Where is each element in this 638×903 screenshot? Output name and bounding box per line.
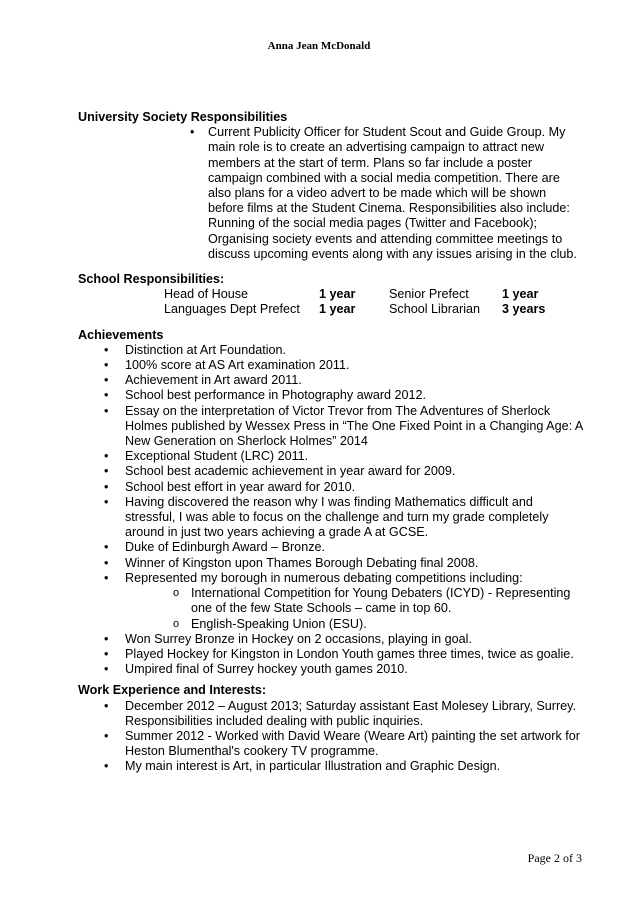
sub-list-item: o English-Speaking Union (ESU).: [78, 617, 583, 632]
role-duration: 1 year: [502, 287, 539, 302]
list-item: • Achievement in Art award 2011.: [78, 373, 583, 388]
list-item: • Having discovered the reason why I was finding Mathematics difficult and stressful, I was able to focus on the challenge and turn my grade completely around in just two years achieving a grade A at GCSE.: [78, 495, 583, 541]
role-label: School Librarian: [389, 302, 481, 317]
university-heading: University Society Responsibilities: [78, 110, 288, 124]
role-duration: 3 years: [502, 302, 546, 317]
list-item: • 100% score at AS Art examination 2011.: [78, 358, 583, 373]
list-item: • Represented my borough in numerous debating competitions including:: [78, 571, 583, 586]
list-item: • Played Hockey for Kingston in London Youth games three times, twice as goalie.: [78, 647, 583, 662]
list-item: • Current Publicity Officer for Student Scout and Guide Group. My main role is to create an advertising campaign to attract new members at the start of term. Plans so far include a poster campaign combined with a social media competition. There are also plans for a video advert to be made which will be shown before films at the Student Cinema. Responsibilities also include: Running of the social media pages (Twitter and Facebook); Organising society events and attending committee meetings to discuss upcoming events along with any issues arising in the club.: [208, 125, 583, 262]
list-item: • Won Surrey Bronze in Hockey on 2 occasions, playing in goal.: [78, 632, 583, 647]
list-item: • December 2012 – August 2013; Saturday assistant East Molesey Library, Surrey. Responsibilities included dealing with public inquiries.: [78, 699, 583, 729]
role-label: Languages Dept Prefect: [164, 302, 300, 317]
school-row: [78, 287, 583, 302]
list-item: • Exceptional Student (LRC) 2011.: [78, 449, 583, 464]
role-duration: 1 year: [319, 287, 356, 302]
list-item: • Distinction at Art Foundation.: [78, 343, 583, 358]
work-heading: Work Experience and Interests:: [78, 683, 267, 698]
list-item: • Winner of Kingston upon Thames Borough Debating final 2008.: [78, 556, 583, 571]
list-item: • School best performance in Photography award 2012.: [78, 388, 583, 403]
list-item: • Umpired final of Surrey hockey youth games 2010.: [78, 662, 583, 677]
list-item: • Duke of Edinburgh Award – Bronze.: [78, 540, 583, 555]
list-item: • School best effort in year award for 2010.: [78, 480, 583, 495]
work-list: [78, 699, 583, 775]
school-heading: School Responsibilities:: [78, 272, 225, 287]
achievements-list: [78, 343, 583, 677]
role-duration: 1 year: [319, 302, 356, 317]
header-name: Anna Jean McDonald: [267, 40, 371, 52]
list-item: • Essay on the interpretation of Victor Trevor from The Adventures of Sherlock Holmes published by Wessex Press in “The One Fixed Point in a Changing Age: A New Generation on Sherlock Holmes” 2014: [78, 404, 583, 450]
school-row: [78, 302, 583, 317]
sub-list-item: o International Competition for Young Debaters (ICYD) - Representing one of the few State Schools – came in top 60.: [78, 586, 583, 616]
document-body: [78, 110, 583, 775]
university-list: [208, 125, 583, 262]
page-number: Page 2 of 3: [527, 851, 582, 865]
list-item: • School best academic achievement in year award for 2009.: [78, 464, 583, 479]
list-item: • Summer 2012 - Worked with David Weare (Weare Art) painting the set artwork for Heston Blumenthal's cookery TV programme.: [78, 729, 583, 759]
role-label: Head of House: [164, 287, 249, 302]
achievements-heading: Achievements: [78, 327, 164, 342]
role-label: Senior Prefect: [389, 287, 469, 302]
list-item: • My main interest is Art, in particular Illustration and Graphic Design.: [78, 759, 583, 774]
